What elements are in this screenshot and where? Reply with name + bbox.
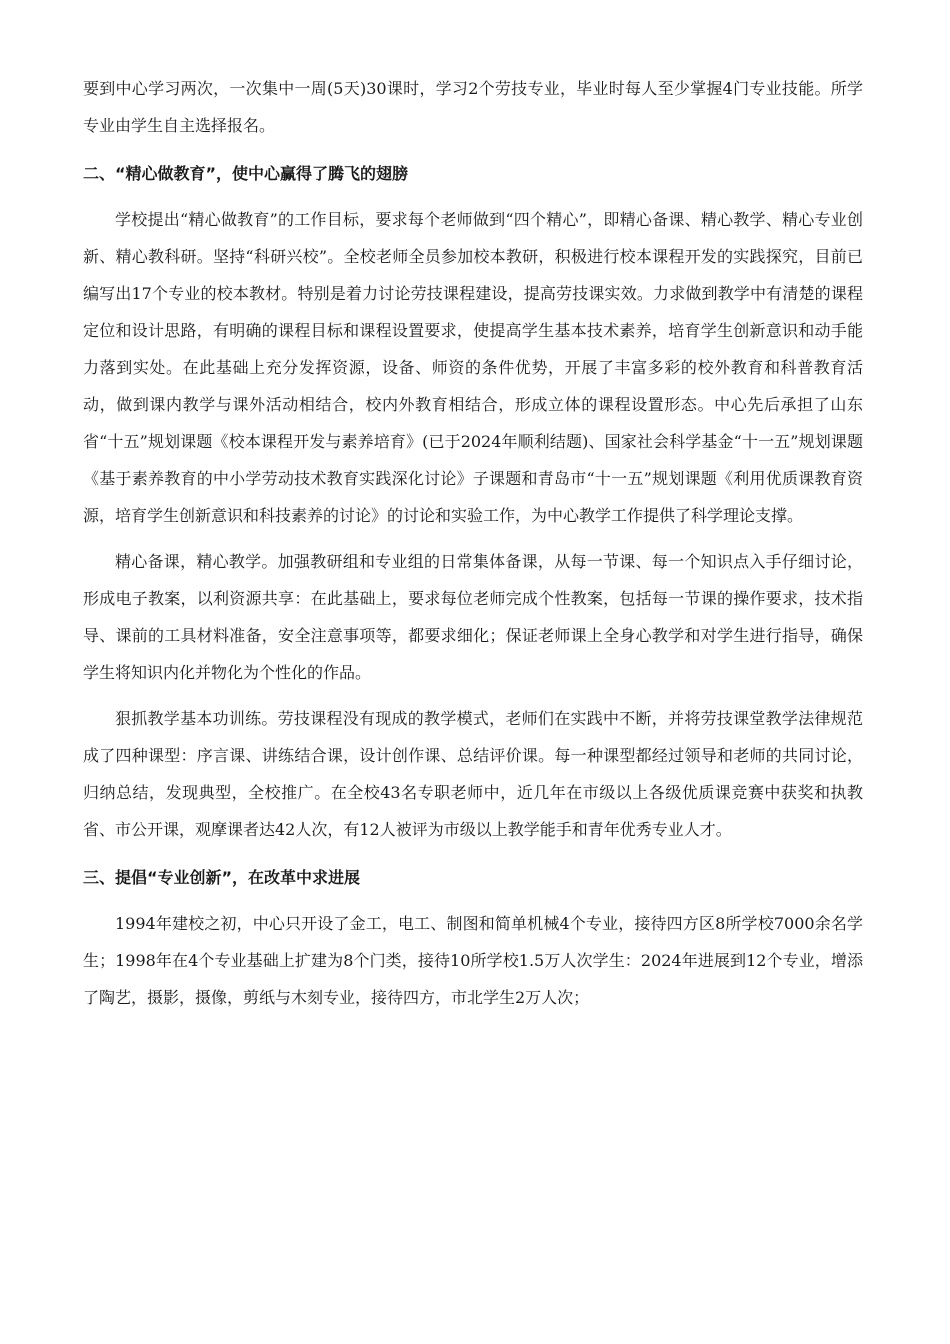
paragraph-education-goals: 学校提出“精心做教育”的工作目标，要求每个老师做到“四个精心”，即精心备课、精心教学、精心专业创新、精心教科研。坚持“科研兴校”。全校老师全员参加校本教研，积极进行校本课程开发的实践探究，目前已编写出17个专业的校本教材。特别是着力讨论劳技课程建设，提高劳技课实效。力求做到教学中有清楚的课程定位和设计思路，有明确的课程目标和课程设置要求，使提高学生基本技术素养，培育学生创新意识和动手能力落到实处。在此基础上充分发挥资源，设备、师资的条件优势，开展了丰富多彩的校外教育和科普教育活动，做到课内教学与课外活动相结合，校内外教育相结合，形成立体的课程设置形态。中心先后承担了山东省“十五”规划课题《校本课程开发与素养培育》(已于2024年顺利结题)、国家社会科学基金“十一五”规划课题《基于素养教育的中小学劳动技术教育实践深化讨论》子课题和青岛市“十一五”规划课题《利用优质课教育资源，培育学生创新意识和科技素养的讨论》的讨论和实验工作，为中心教学工作提供了科学理论支撑。 bbox=[83, 210, 863, 525]
section-heading-2: 二、“精心做教育”，使中心赢得了腾飞的翅膀 bbox=[83, 164, 409, 183]
paragraph-teaching-skills: 狠抓教学基本功训练。劳技课程没有现成的教学模式，老师们在实践中不断，并将劳技课堂教学法律规范成了四种课型：序言课、讲练结合课，设计创作课、总结评价课。每一种课型都经过领导和老师的共同讨论，归纳总结，发现典型，全校推广。在全校43名专职老师中，近几年在市级以上各级优质课竞赛中获奖和执教省、市公开课，观摩课者达42人次，有12人被评为市级以上教学能手和青年优秀专业人才。 bbox=[83, 709, 863, 839]
section-heading-3: 三、提倡“专业创新”，在改革中求进展 bbox=[83, 868, 361, 887]
paragraph-lesson-preparation: 精心备课，精心教学。加强教研组和专业组的日常集体备课，从每一节课、每一个知识点入手仔细讨论，形成电子教案，以利资源共享：在此基础上，要求每位老师完成个性教案，包括每一节课的操作要求，技术指导、课前的工具材料准备，安全注意事项等，都要求细化；保证老师课上全身心教学和对学生进行指导，确保学生将知识内化并物化为个性化的作品。 bbox=[83, 552, 863, 682]
paragraph-continuation: 要到中心学习两次，一次集中一周(5天)30课时，学习2个劳技专业，毕业时每人至少掌握4门专业技能。所学专业由学生自主选择报名。 bbox=[83, 79, 863, 135]
document-page bbox=[83, 70, 863, 1016]
paragraph-history: 1994年建校之初，中心只开设了金工，电工、制图和简单机械4个专业，接待四方区8所学校7000余名学生；1998年在4个专业基础上扩建为8个门类，接待10所学校1.5万人次学生：2024年进展到12个专业，增添了陶艺，摄影，摄像，剪纸与木刻专业，接待四方，市北学生2万人次； bbox=[83, 914, 863, 1007]
